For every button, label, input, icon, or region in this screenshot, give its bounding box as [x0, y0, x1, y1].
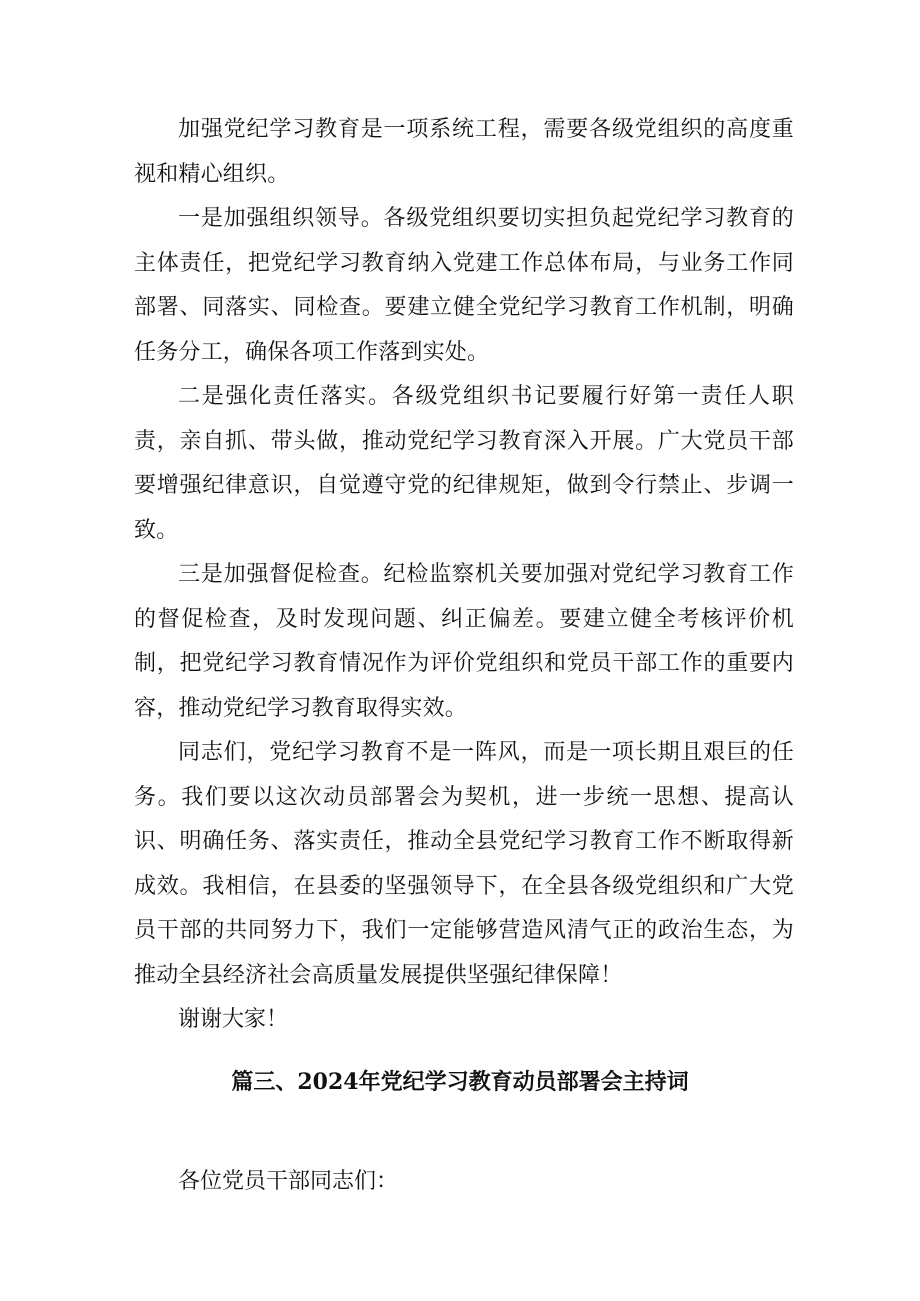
section-heading: 篇三、2024年党纪学习教育动员部署会主持词 — [231, 1069, 689, 1095]
body-text — [134, 108, 794, 1043]
paragraph-point-one: 一是加强组织领导。各级党组织要切实担负起党纪学习教育的主体责任，把党纪学习教育纳入党建工作总体布局，与业务工作同部署、同落实、同检查。要建立健全党纪学习教育工作机制，明确任务分工，确保各项工作落到实处。 — [134, 206, 794, 365]
paragraph-intro: 加强党纪学习教育是一项系统工程，需要各级党组织的高度重视和精心组织。 — [134, 117, 794, 187]
closing-thanks: 谢谢大家！ — [178, 1007, 289, 1032]
paragraph-point-two: 二是强化责任落实。各级党组织书记要履行好第一责任人职责，亲自抓、带头做，推动党纪学习教育深入开展。广大党员干部要增强纪律意识，自觉遵守党的纪律规矩，做到令行禁止、步调一致。 — [134, 384, 794, 543]
salutation: 各位党员干部同志们： — [178, 1169, 399, 1194]
paragraph-point-three: 三是加强督促检查。纪检监察机关要加强对党纪学习教育工作的督促检查，及时发现问题、纠正偏差。要建立健全考核评价机制，把党纪学习教育情况作为评价党组织和党员干部工作的重要内容，推动党纪学习教育取得实效。 — [134, 562, 794, 721]
paragraph-conclusion: 同志们，党纪学习教育不是一阵风，而是一项长期且艰巨的任务。我们要以这次动员部署会为契机，进一步统一思想、提高认识、明确任务、落实责任，推动全县党纪学习教育工作不断取得新成效。我相信，在县委的坚强领导下，在全县各级党组织和广大党员干部的共同努力下，我们一定能够营造风清气正的政治生态，为推动全县经济社会高质量发展提供坚强纪律保障！ — [134, 740, 794, 988]
